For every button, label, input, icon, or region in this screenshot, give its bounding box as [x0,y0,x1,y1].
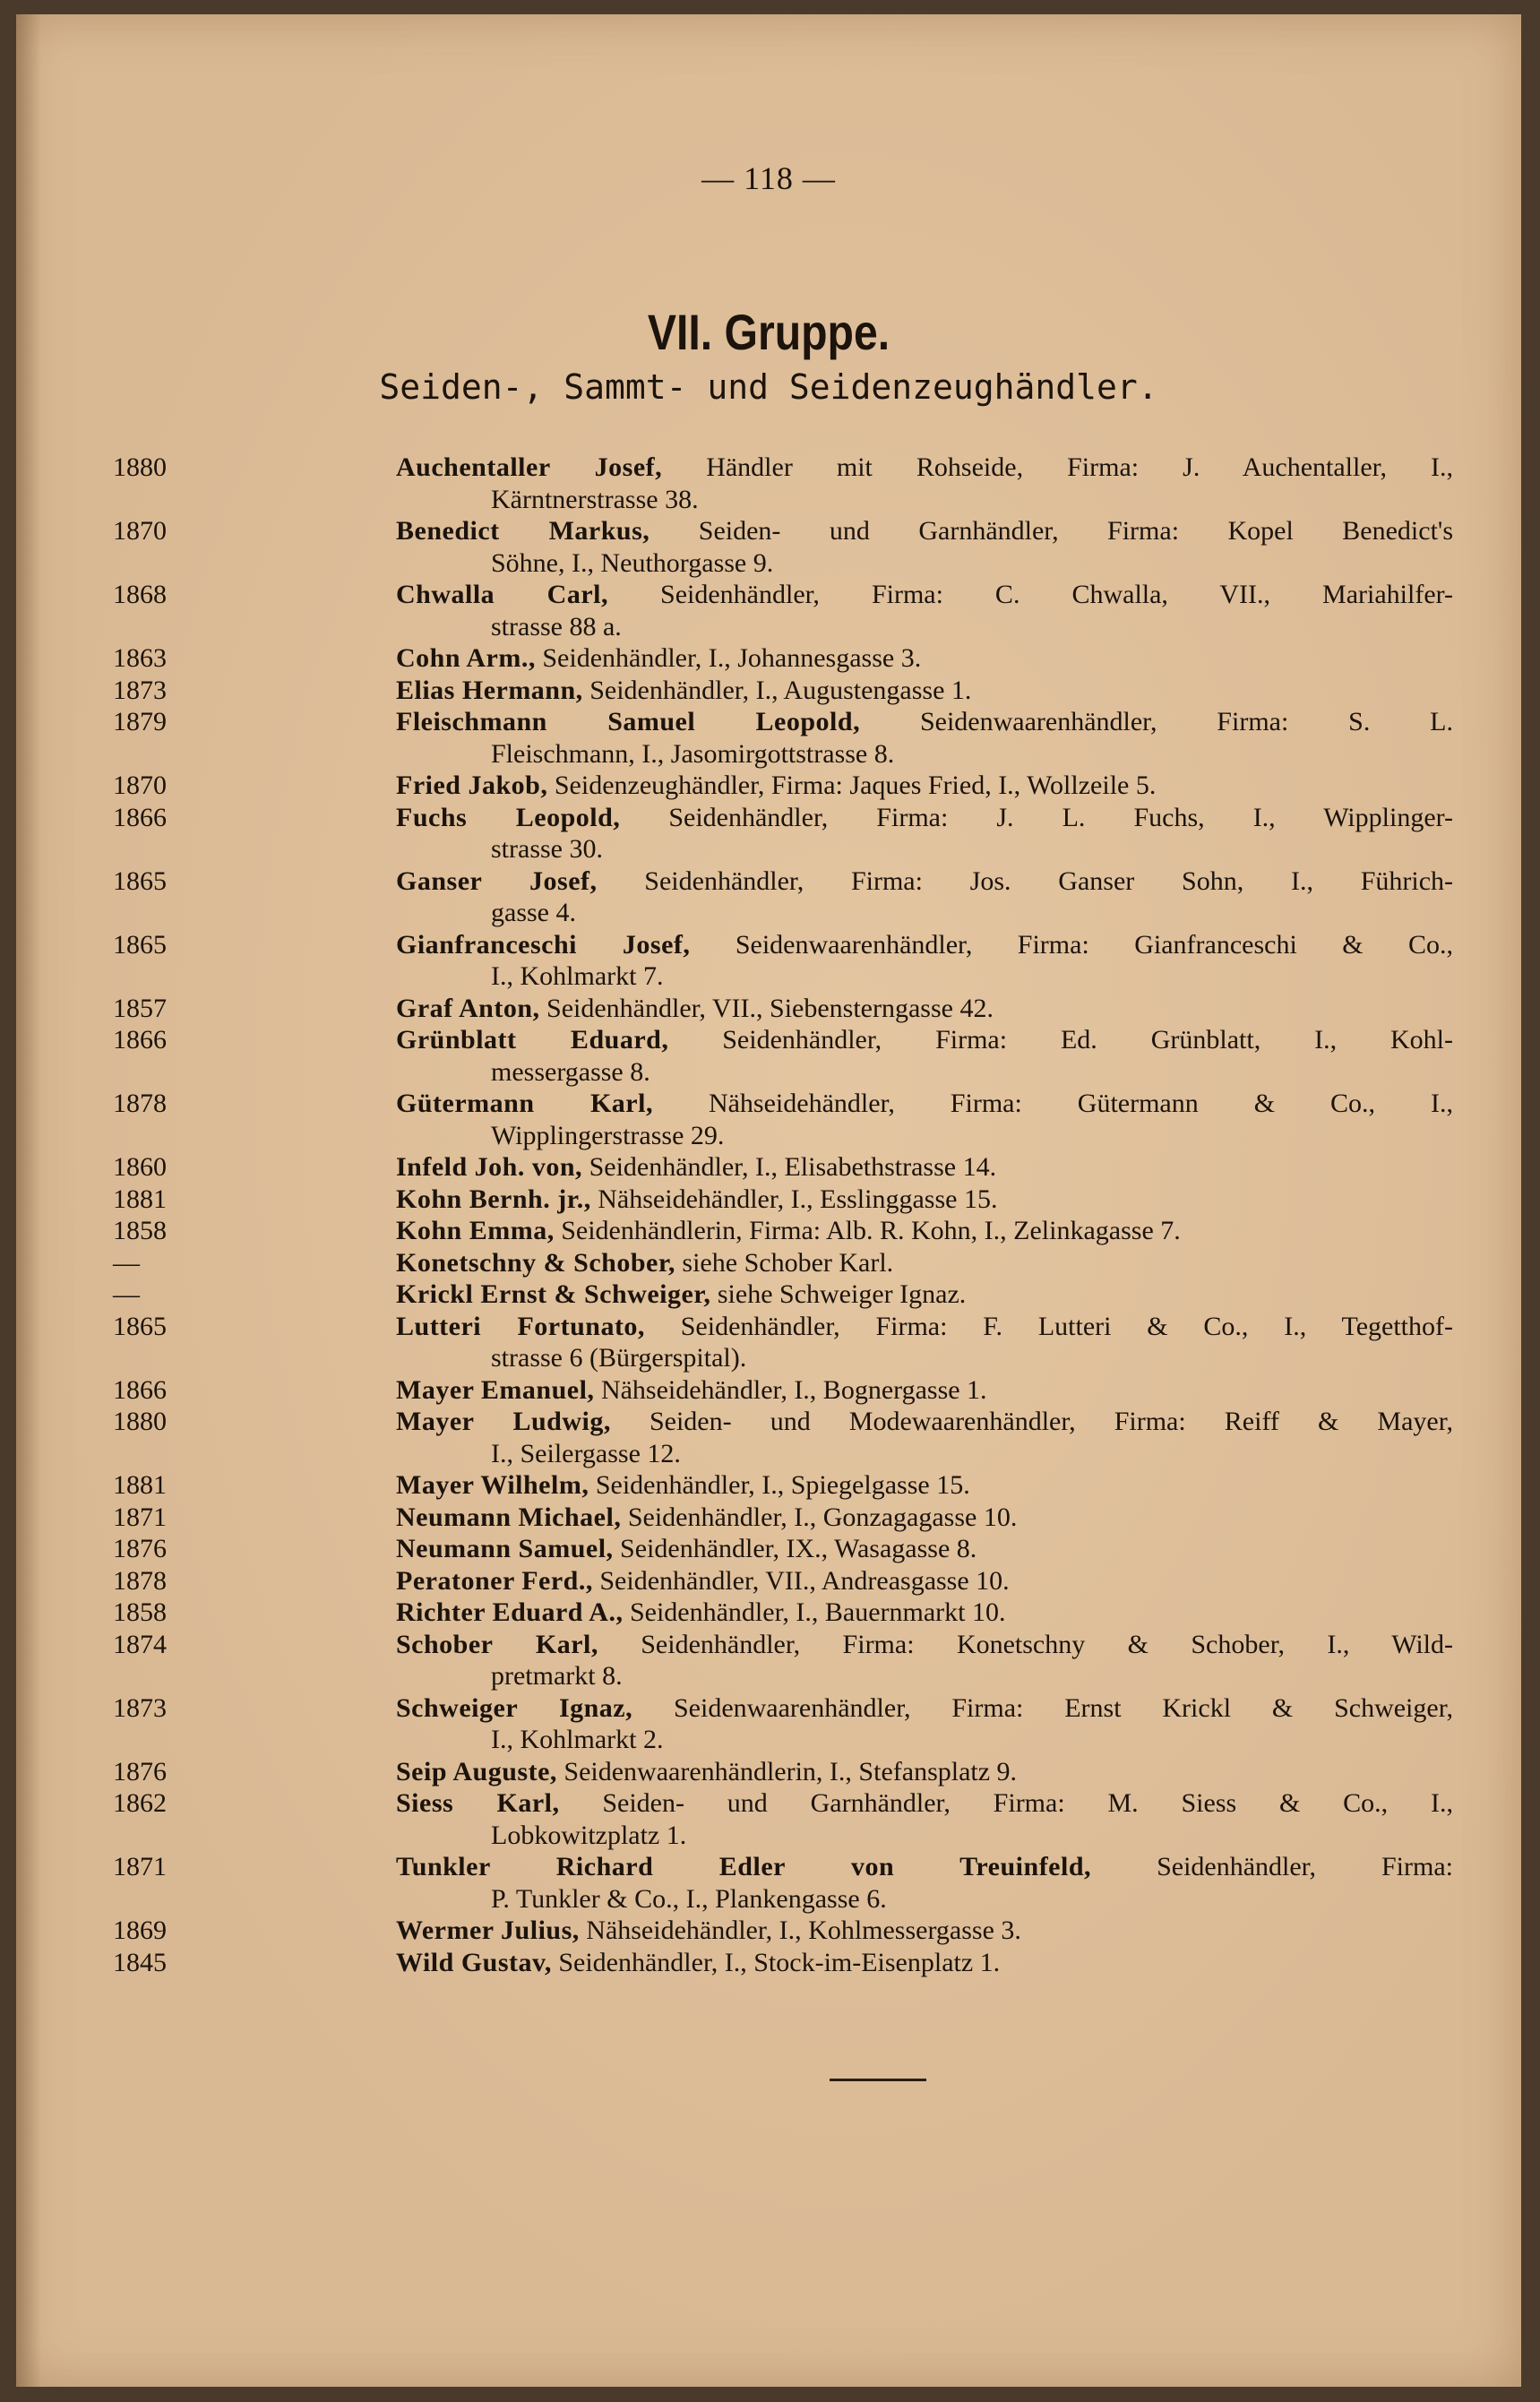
entry-name: Elias Hermann, [396,675,583,705]
entry-details: Seidenhändler, IX., Wasagasse 8. [620,1534,977,1563]
entry-details: Seiden- und Modewaarenhändler, Firma: Reiff & Mayer, [649,1407,1453,1436]
list-item [113,929,1453,993]
entry-name: Ganser Josef, [396,865,598,896]
entry-year: 1845 [113,1947,167,1977]
list-item [113,1533,1453,1565]
entry-first-line [113,1278,1453,1311]
list-item [113,1629,1453,1692]
entry-continuation: Wipplingerstrasse 29. [491,1120,725,1150]
entry-year: 1870 [113,516,167,546]
entry-details: Seidenhändler, Firma: Jos. Ganser Sohn, I., Führich- [644,865,1454,896]
entry-details: Seiden- und Garnhändler, Firma: Kopel Benedict's [698,516,1453,546]
entry-year: 1874 [113,1629,167,1659]
entry-year: 1860 [113,1152,167,1182]
entry-details: Seidenhändler, I., Bauernmarkt 10. [629,1597,1006,1627]
entry-name: Chwalla Carl, [396,580,609,609]
entry-details: siehe Schober Karl. [682,1247,894,1278]
entry-continuation: Söhne, I., Neuthorgasse 9. [491,547,774,578]
entry-details: Seidenhändler, I., Augustengasse 1. [589,675,972,705]
entry-first-line [113,579,1454,611]
group-title: VII. Gruppe. [647,304,890,360]
entry-details: Seidenhändler, Firma: Ed. Grünblatt, I., Kohl- [722,1025,1454,1055]
entry-details: siehe Schweiger Ignaz. [717,1279,967,1309]
entry-year: 1871 [113,1502,167,1532]
entry-name: Schweiger Ignaz, [396,1692,633,1723]
list-item [113,1406,1453,1469]
entry-first-line [113,1787,1453,1820]
entry-name: Konetschny & Schober, [396,1247,675,1278]
entry-first-line [113,1692,1453,1725]
list-item [113,1024,1454,1088]
entry-year: 1881 [113,1470,167,1500]
entry-continuation: strasse 6 (Bürgerspital). [491,1343,747,1373]
entry-continuation: strasse 30. [491,834,603,864]
entry-name: Fleischmann Samuel Leopold, [396,707,861,736]
entry-first-line [113,706,1454,738]
closing-rule [830,2079,926,2081]
entry-first-line [113,770,1453,802]
entry-first-line [113,1629,1453,1661]
entry-continuation: messergasse 8. [491,1056,650,1087]
list-item [113,1851,1453,1915]
entry-continuation: gasse 4. [491,898,576,927]
entry-details: Seidenhändler, Firma: F. Lutteri & Co., I., Tegetthof- [680,1311,1453,1341]
entry-first-line [113,675,1453,707]
entry-name: Wermer Julius, [396,1916,580,1945]
entry-name: Lutteri Fortunato, [396,1311,645,1341]
list-item [113,675,1453,707]
entry-name: Fried Jakob, [396,771,548,800]
entry-first-line [113,1915,1453,1947]
entry-details: Seidenhändler, I., Stock-im-Eisenplatz 1. [558,1947,1001,1977]
entry-details: Nähseidehändler, I., Esslinggasse 15. [598,1184,998,1214]
entry-year: 1865 [113,865,167,896]
entry-year: 1858 [113,1216,167,1245]
entry-name: Gütermann Karl, [396,1089,653,1118]
entry-name: Graf Anton, [396,993,540,1023]
entry-name: Peratoner Ferd., [396,1565,593,1596]
section-subtitle: Seiden-, Sammt- und Seidenzeughändler. [379,367,1158,407]
entry-details: Seidenhändler, I., Gonzagagasse 10. [627,1502,1018,1532]
entry-name: Mayer Ludwig, [396,1407,611,1436]
entry-name: Schober Karl, [396,1629,598,1659]
entry-continuation: Kärntnerstrasse 38. [491,484,699,514]
entry-year: 1866 [113,1025,167,1055]
list-item [113,1278,1453,1311]
entry-details: Seidenwaarenhändler, Firma: Gianfranceschi & Co., [735,929,1453,960]
entry-year: 1862 [113,1788,167,1818]
list-item [113,1756,1453,1788]
entry-first-line [113,993,1453,1025]
entry-first-line [113,1502,1453,1534]
list-item [113,865,1454,929]
entry-name: Kohn Bernh. jr., [396,1184,591,1214]
list-item [113,1247,1453,1279]
entry-year: 1866 [113,1374,167,1405]
entry-name: Cohn Arm., [396,643,536,673]
entry-first-line [113,1469,1453,1502]
entry-first-line [113,1565,1453,1597]
entry-name: Richter Eduard A., [396,1597,624,1627]
entry-name: Grünblatt Eduard, [396,1025,669,1055]
entry-year: 1879 [113,707,167,736]
list-item [113,1374,1453,1407]
list-item [113,1088,1453,1151]
list-item [113,1597,1453,1629]
entry-year: — [113,1247,140,1278]
entry-name: Auchentaller Josef, [396,452,663,482]
entry-details: Seidenhändlerin, Firma: Alb. R. Kohn, I., Zelinkagasse 7. [561,1216,1181,1245]
entry-name: Siess Karl, [396,1788,560,1818]
entry-year: 1868 [113,580,167,609]
entry-details: Seidenhändler, I., Spiegelgasse 15. [595,1470,970,1500]
entry-continuation: I., Kohlmarkt 2. [491,1725,664,1754]
entry-first-line [113,1247,1453,1279]
list-item [113,1311,1453,1374]
list-item [113,1692,1453,1756]
entry-name: Tunkler Richard Edler von Treuinfeld, [396,1852,1092,1881]
entry-name: Wild Gustav, [396,1947,552,1977]
entry-first-line [113,642,1453,675]
entry-first-line [113,1374,1453,1407]
entry-continuation: P. Tunkler & Co., I., Plankengasse 6. [491,1883,887,1914]
entry-first-line [113,1756,1453,1788]
entry-details: Seidenhändler, Firma: J. L. Fuchs, I., Wipplinger- [668,802,1454,832]
entry-name: Krickl Ernst & Schweiger, [396,1279,711,1309]
entry-first-line [113,1088,1453,1120]
entry-details: Seidenhändler, Firma: C. Chwalla, VII., Mariahilfer- [660,580,1454,609]
entry-first-line [113,802,1454,834]
entry-details: Seidenhändler, Firma: [1157,1852,1453,1881]
entry-first-line [113,1024,1454,1056]
list-item [113,1469,1453,1502]
list-item [113,993,1453,1025]
entry-details: Händler mit Rohseide, Firma: J. Auchentaller, I., [706,452,1453,482]
entry-year: 1866 [113,802,167,832]
entry-year: 1881 [113,1184,167,1214]
entry-continuation: pretmarkt 8. [491,1661,623,1691]
entry-continuation: Lobkowitzplatz 1. [491,1820,687,1850]
entry-details: Nähseidehändler, Firma: Gütermann & Co., I., [708,1089,1453,1118]
entry-year: 1880 [113,1407,167,1436]
entry-first-line [113,1151,1453,1184]
entry-year: 1878 [113,1565,167,1596]
entry-name: Seip Auguste, [396,1756,557,1786]
entry-year: 1876 [113,1756,167,1786]
entry-year: 1863 [113,643,167,673]
entry-continuation: strasse 88 a. [491,611,622,641]
entry-name: Kohn Emma, [396,1216,555,1245]
entry-first-line [113,515,1453,547]
entry-details: Seidenzeughändler, Firma: Jaques Fried, I., Wollzeile 5. [554,771,1157,800]
entry-continuation: Fleischmann, I., Jasomirgottstrasse 8. [491,738,895,769]
list-item [113,1947,1453,1979]
entry-year: 1873 [113,675,167,705]
list-item [113,1151,1453,1184]
entry-details: Seidenhändler, I., Elisabethstrasse 14. [589,1152,997,1182]
entry-year: 1878 [113,1089,167,1118]
entry-year: 1876 [113,1534,167,1563]
entry-first-line [113,865,1454,898]
entry-name: Mayer Wilhelm, [396,1470,589,1500]
entry-name: Neumann Michael, [396,1502,622,1532]
merchant-list [113,452,1454,1978]
list-item [113,770,1453,802]
list-item [113,1502,1453,1534]
entry-year: — [113,1279,140,1309]
entry-year: 1880 [113,452,167,482]
entry-first-line [113,1311,1453,1343]
entry-year: 1857 [113,993,167,1023]
entry-continuation: I., Seilergasse 12. [491,1438,681,1468]
entry-year: 1873 [113,1692,167,1723]
entry-details: Seidenhändler, VII., Andreasgasse 10. [599,1565,1010,1596]
entry-first-line [113,1215,1453,1247]
entry-details: Nähseidehändler, I., Bognergasse 1. [600,1374,987,1405]
list-item [113,706,1454,770]
entry-first-line [113,1533,1453,1565]
entry-continuation: I., Kohlmarkt 7. [491,961,664,991]
entry-year: 1865 [113,1311,167,1341]
entry-details: Seidenhändler, Firma: Konetschny & Schober, I., Wild- [641,1629,1453,1659]
entry-year: 1858 [113,1597,167,1627]
entry-name: Neumann Samuel, [396,1534,614,1563]
entry-name: Benedict Markus, [396,516,650,546]
entry-year: 1865 [113,929,167,960]
list-item [113,452,1453,515]
entry-details: Seidenwaarenhändler, Firma: Ernst Krickl & Schweiger, [673,1692,1453,1723]
entry-name: Gianfranceschi Josef, [396,929,691,960]
entry-first-line [113,1406,1453,1438]
entry-year: 1870 [113,771,167,800]
page-number: — 118 — [701,160,836,196]
entry-first-line [113,452,1453,484]
list-item [113,1787,1453,1851]
entry-first-line [113,1947,1453,1979]
list-item [113,1915,1453,1947]
entry-name: Fuchs Leopold, [396,802,621,832]
entry-year: 1869 [113,1916,167,1945]
list-item [113,579,1454,642]
entry-details: Seiden- und Garnhändler, Firma: M. Siess & Co., I., [602,1788,1453,1818]
entry-first-line [113,1184,1453,1216]
entry-details: Nähseidehändler, I., Kohlmessergasse 3. [586,1916,1021,1945]
list-item [113,1565,1453,1597]
book-page [16,14,1521,2387]
list-item [113,1215,1453,1247]
entry-details: Seidenwaarenhändlerin, I., Stefansplatz 9. [564,1756,1018,1786]
entry-details: Seidenhändler, VII., Siebensterngasse 42. [546,993,994,1023]
entry-year: 1871 [113,1852,167,1881]
entry-name: Infeld Joh. von, [396,1152,583,1182]
entry-first-line [113,1597,1453,1629]
entry-first-line [113,1851,1453,1883]
list-item [113,515,1453,579]
entry-name: Mayer Emanuel, [396,1374,595,1405]
list-item [113,802,1454,865]
entry-details: Seidenwaarenhändler, Firma: S. L. [919,707,1454,736]
entry-details: Seidenhändler, I., Johannesgasse 3. [542,643,922,673]
list-item [113,642,1453,675]
entry-first-line [113,929,1453,961]
list-item [113,1184,1453,1216]
